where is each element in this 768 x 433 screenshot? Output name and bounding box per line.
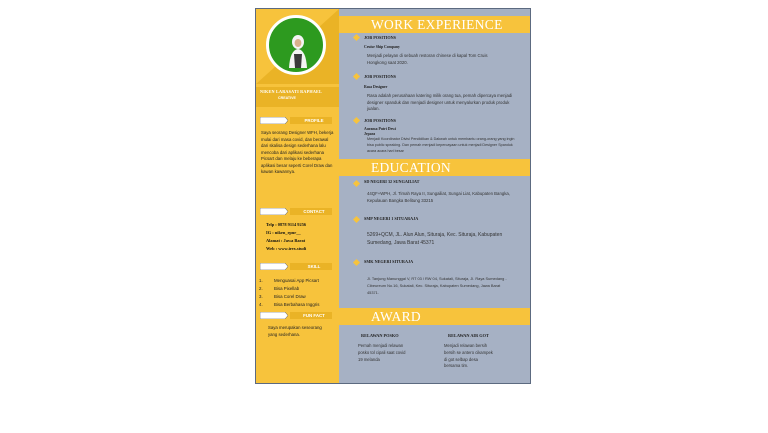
contact-instagram: IG : niken_rpur__ [266, 230, 301, 235]
job-description: Menjadi Koordinator Divisi Pendidikan & Dakwah untuk membantu orang-orang yang ingin bisa public speaking. Dan pemah menjadi kepercayaan untuk menjadi Designer Spanduk acara acara hari besar [367, 137, 515, 153]
contact-phone: Telp : 0878 9114 9256 [266, 222, 307, 227]
contact-list [266, 221, 306, 253]
job-company: Aurama Putri Dewi Jepara [364, 127, 397, 136]
school-name: SMK NEGERI SITURAJA [364, 259, 414, 264]
diamond-bullet-icon [353, 259, 360, 266]
diamond-bullet-icon [353, 216, 360, 223]
resume-page [255, 8, 531, 384]
list-item: 3. Bisa Corel Draw [259, 294, 306, 299]
school-name: SD NEGERI 32 SUNGAILIAT [364, 179, 420, 184]
list-item: 2. Bisa Pixellab [259, 286, 300, 291]
award-title: RELAWAN POSKO [361, 333, 399, 338]
contact-heading: CONTACT [260, 208, 332, 215]
job-title: JOB POSITIONS [364, 35, 396, 40]
job-description: Menjadi pelayan di sebuah restoran chinese di kapal Tom Cruis Hongkong saat 2020. [367, 53, 488, 65]
photo-block [256, 9, 339, 84]
diamond-bullet-icon [353, 73, 360, 80]
job-title: JOB POSITIONS [364, 74, 396, 79]
school-address: Jl. Tanjung Manunggal V, RT 03 / RW 04, Sukatali, Situraja, Jl. Raya Sumedang - Cibeureum No.16, Sukatali, Kec. Situraja, Kabupaten Sumedang, Jawa Barat 45371. [367, 276, 507, 295]
profile-text: Saya seorang Designer WFH, bekerja mulai dari masa covid, dan berawal dari skalisa design sederhana lalu mencoba dari aplikasi sederhana Picsart dan melaju ke beberapa aplikasi besar seperti Corel Draw dan kawan kawannya. [261, 130, 334, 174]
diamond-bullet-icon [353, 34, 360, 41]
award-description: Pernah menjadi relawan posko tol cipali saat covid 19 melanda [358, 343, 406, 362]
job-company: Cruise Ship Company [364, 45, 400, 49]
person-subtitle: CREATIVE [278, 96, 296, 100]
contact-address: Alamat : Jawa Barat [266, 238, 306, 243]
list-item: 4. Bisa Berbahasa Inggris [259, 302, 320, 307]
person-photo-icon [288, 32, 308, 68]
fun-fact-heading: FUN FACT [260, 312, 332, 319]
contact-web: Web : www.irex.studi [266, 246, 307, 251]
diamond-bullet-icon [353, 117, 360, 124]
skill-heading: SKILL [260, 263, 332, 270]
school-address: 5269+QCM, JL. Alun Alun, Situraja, Kec. Situraja, Kabupaten Sumedang, Jawa Barat 45371 [367, 232, 503, 246]
diamond-bullet-icon [353, 180, 360, 187]
skill-list [259, 277, 319, 309]
job-company: Rasa Designer [364, 85, 388, 89]
fun-fact-text: Saya merupakan seseorang yang sederhana. [268, 325, 322, 337]
work-experience-header: WORK EXPERIENCE [339, 16, 530, 33]
education-header: EDUCATION [339, 159, 530, 176]
award-title: RELAWAN AIR GOT [448, 333, 489, 338]
school-name: SMP NEGERI 1 SITUARAJA [364, 216, 419, 221]
person-name: NIKEN LARASATI RAPHAEL [260, 89, 323, 94]
award-header: AWARD [339, 308, 530, 325]
job-description: Rasa adalah perusahaan katering milik orang tua, pemah dipercaya menjadi designer spanduk dan menjadi designer untuk menyalurkan produk produk jualan. [367, 93, 513, 111]
profile-heading: PROFILE [260, 117, 332, 124]
sidebar [256, 9, 339, 383]
school-address: 44QF+WPH, Jl. Timah Raya II, Sungailiat, Sungai Liat, Kabupaten Bangka, Kepulauan Bangka Belitung 33215 [367, 191, 510, 203]
profile-photo [266, 15, 326, 75]
award-description: Menjadi relawan bersih bersih se antero cikampek di got selbap desa bersama tim. [444, 343, 493, 369]
list-item: 1. Menguasai App Picsart [259, 278, 319, 283]
job-title: JOB POSITIONS [364, 118, 396, 123]
